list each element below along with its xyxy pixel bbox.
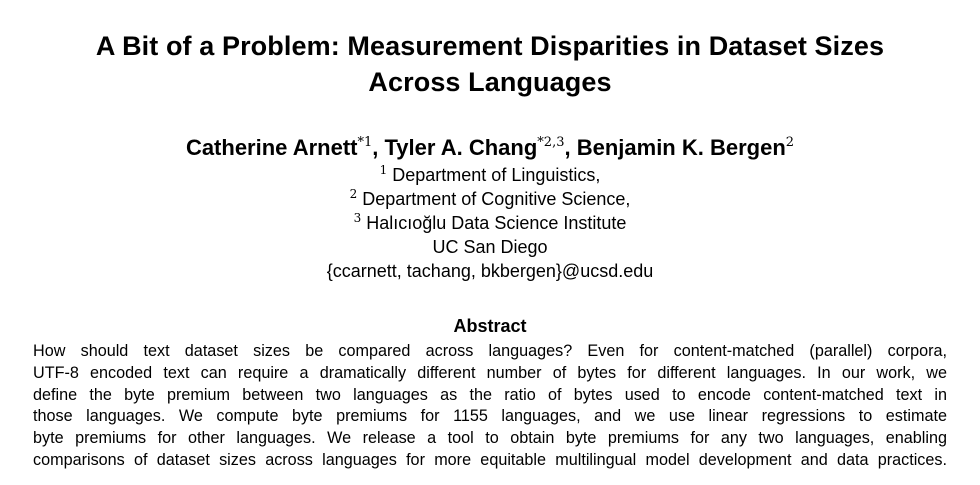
- affiliation-line: [0, 211, 980, 235]
- paper-title-line-2: Across Languages: [368, 67, 612, 97]
- paper-title-line-1: A Bit of a Problem: Measurement Disparities in Dataset Sizes: [95, 31, 885, 61]
- author-list: [0, 133, 980, 163]
- affiliation-text: Halıcıoğlu Data Science Institute: [366, 213, 627, 233]
- author-name: Tyler A. Chang: [384, 135, 538, 160]
- author-separator: ,: [564, 135, 577, 160]
- author-name: Benjamin K. Bergen: [576, 135, 786, 160]
- abstract-line: byte premiums for other languages. We release a tool to obtain byte premiums for any two languages, enabling: [33, 429, 947, 448]
- affiliation-line: [0, 163, 980, 187]
- affiliation-text: Department of Cognitive Science,: [362, 189, 631, 209]
- author-emails: {ccarnett, tachang, bkbergen}@ucsd.edu: [326, 261, 654, 281]
- author-name: Catherine Arnett: [185, 135, 358, 160]
- affiliation-number: 3: [353, 211, 362, 225]
- abstract-line: comparisons of dataset sizes across languages for more equitable multilingual model development and data practices.: [33, 450, 947, 469]
- author-affiliation-mark: *1: [357, 135, 373, 150]
- paper-title: [0, 28, 980, 100]
- affiliation-number: 1: [379, 163, 388, 177]
- affiliation-number: 2: [349, 187, 358, 201]
- abstract-text: [33, 341, 947, 472]
- abstract-heading: Abstract: [453, 316, 527, 336]
- author-affiliation-mark: 2: [785, 135, 795, 150]
- abstract-line: UTF-8 encoded text can require a dramatically different number of bytes for different languages. In our work, we: [33, 363, 947, 382]
- affiliation-block: [0, 163, 980, 283]
- affiliation-text: Department of Linguistics,: [392, 165, 601, 185]
- abstract-line: How should text dataset sizes be compared across languages? Even for content-matched (parallel) corpora,: [33, 342, 947, 360]
- institution-name: UC San Diego: [432, 237, 548, 257]
- affiliation-line: [0, 187, 980, 211]
- abstract-line: those languages. We compute byte premiums for 1155 languages, and we use linear regressions to estimate: [33, 407, 947, 426]
- author-affiliation-mark: *2,3: [537, 135, 565, 150]
- author-separator: ,: [372, 135, 385, 160]
- abstract-line: define the byte premium between two languages as the ratio of bytes used to encode content-matched text in: [33, 385, 947, 404]
